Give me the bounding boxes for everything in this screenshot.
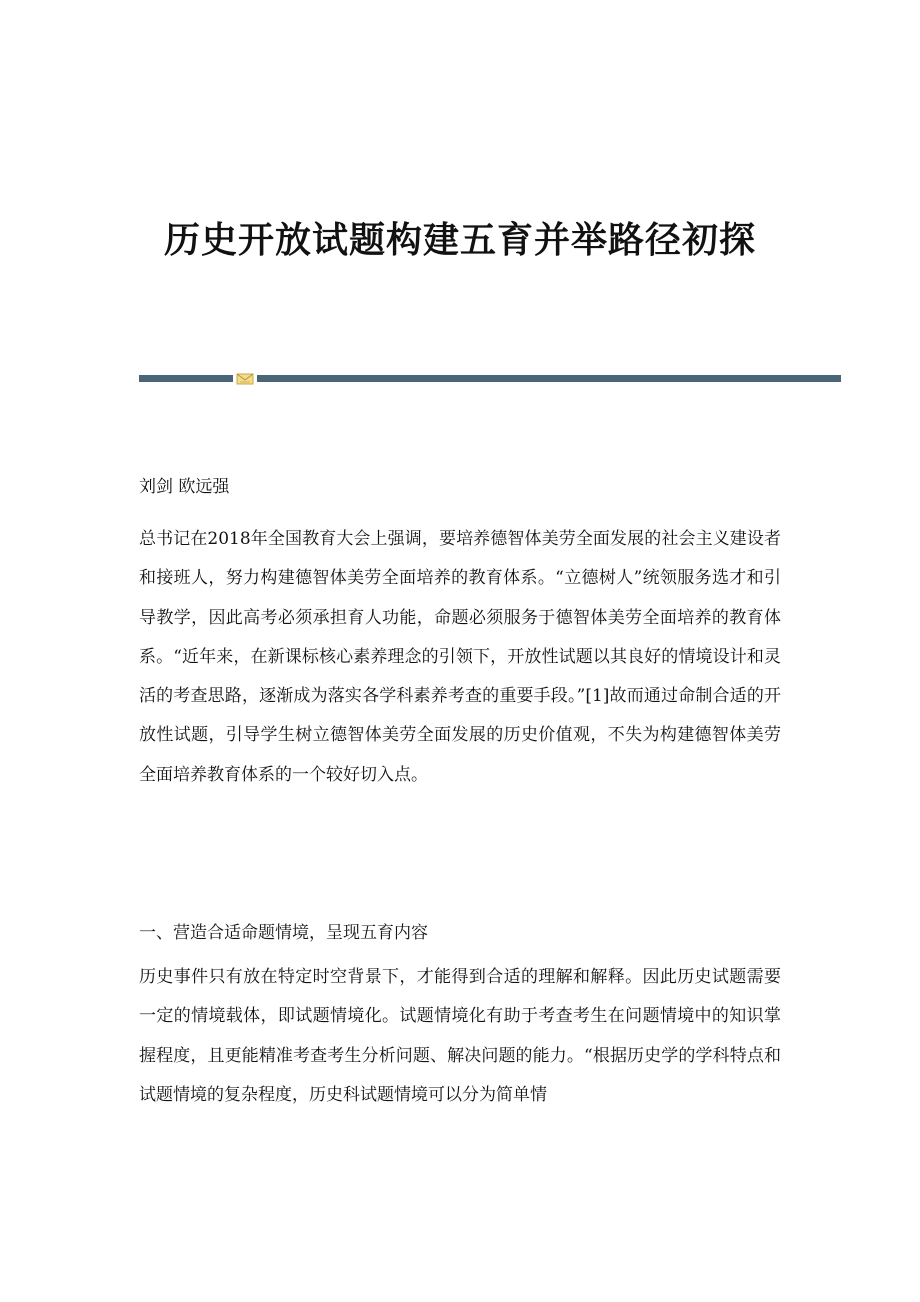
divider-bar-left (139, 375, 233, 382)
divider-emblem-icon (236, 373, 254, 385)
divider-bar-right (257, 375, 841, 382)
body-paragraph: 总书记在2018年全国教育大会上强调，要培养德智体美劳全面发展的社会主义建设者和接班人，努力构建德智体美劳全面培养的教育体系。“立德树人”统领服务选才和引导教学，因此高考必须承担育人功能，命题必须服务于德智体美劳全面培养的教育体系。“近年来，在新课标核心素养理念的引领下，开放性试题以其良好的情境设计和灵活的考查思路，逐渐成为落实各学科素养考查的重要手段。”[1]故而通过命制合适的开放性试题，引导学生树立德智体美劳全面发展的历史价值观，不失为构建德智体美劳全面培养教育体系的一个较好切入点。 (139, 529, 781, 785)
body-paragraph: 历史事件只有放在特定时空背景下，才能得到合适的理解和解释。因此历史试题需要一定的情境载体，即试题情境化。试题情境化有助于考查考生在问题情境中的知识掌握程度，且更能精准考查考生分析问题、解决问题的能力。“根据历史学的学科特点和试题情境的复杂程度，历史科试题情境可以分为简单情 (139, 967, 781, 1105)
author-names: 刘剑 欧远强 (139, 477, 230, 497)
document-title: 历史开放试题构建五育并举路径初探 (163, 219, 756, 261)
title-divider (139, 373, 841, 385)
section-heading: 一、营造合适命题情境，呈现五育内容 (139, 923, 428, 943)
